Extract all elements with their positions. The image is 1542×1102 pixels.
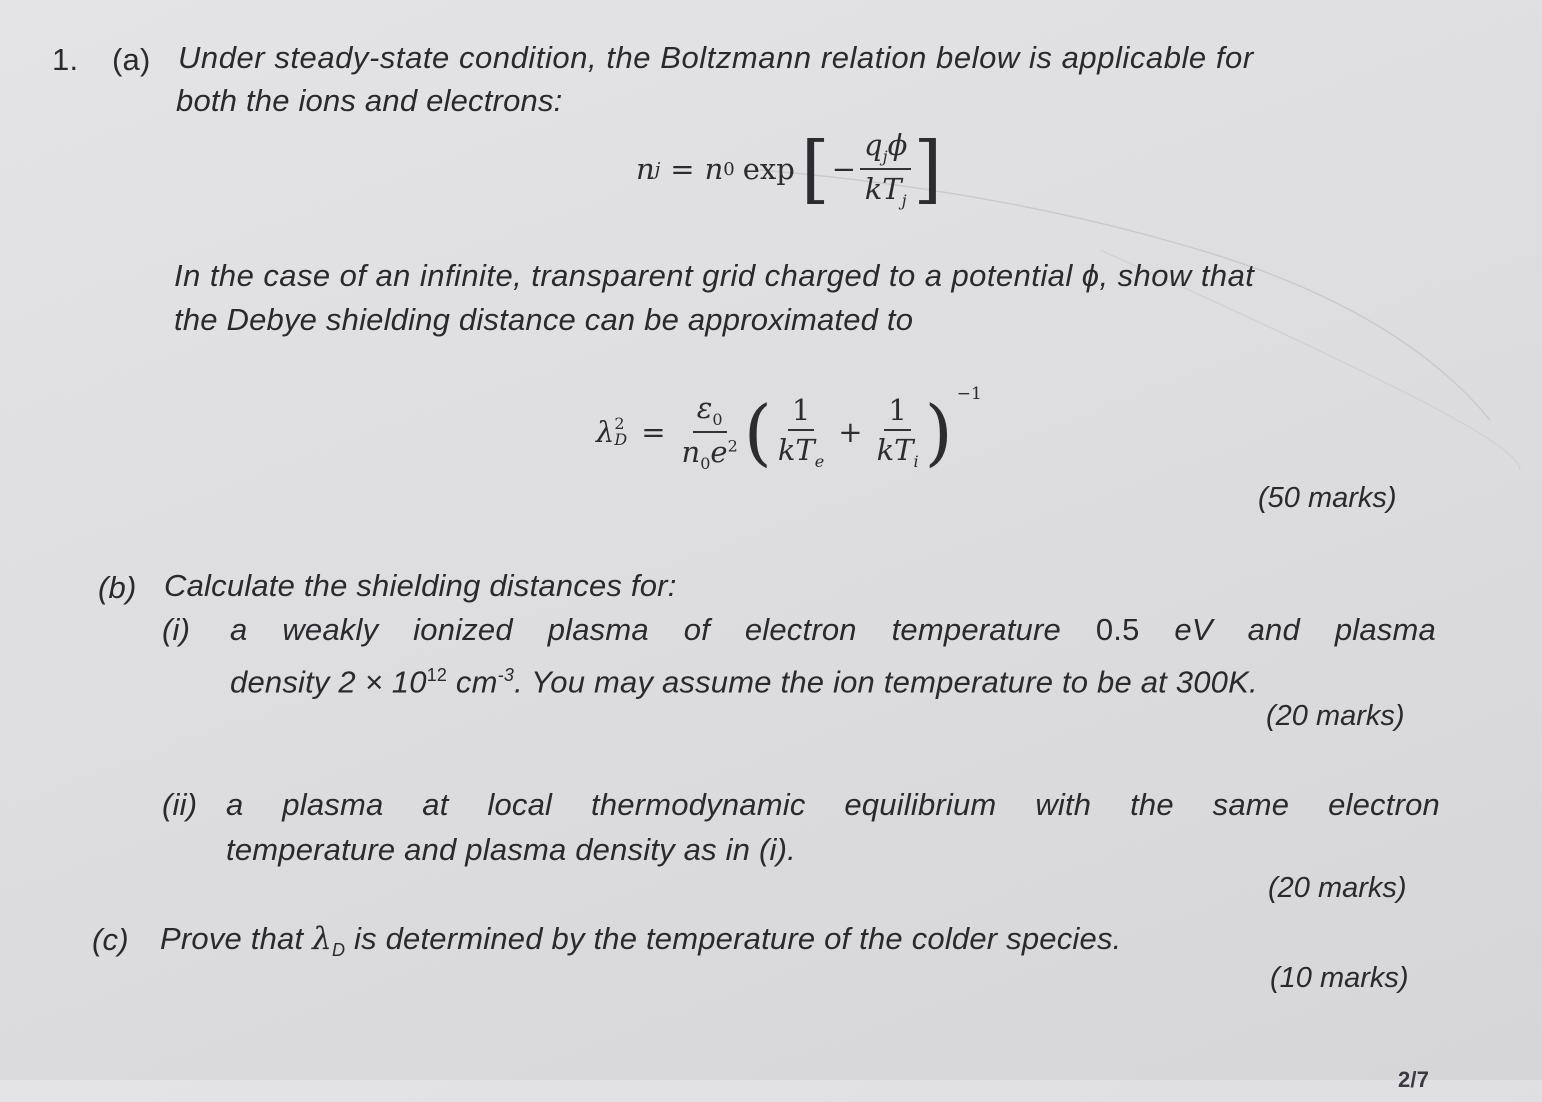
eq1-den-kt: kT — [864, 172, 902, 206]
b-ii-word: thermodynamic — [591, 787, 806, 822]
eq2-denominator — [678, 433, 742, 473]
eq1-lhs-sub: j — [654, 158, 661, 180]
eq1-num-phi: ϕ — [887, 128, 908, 163]
eq2-lambda-sup: 2 — [614, 414, 625, 433]
eq1-denominator — [861, 170, 911, 210]
eq2-kte — [774, 431, 828, 471]
b-ii-word: electron — [1328, 787, 1440, 822]
page-marker: 2/7 — [1398, 1067, 1430, 1092]
eq2-den-e: e — [710, 435, 728, 469]
b-i-word: of — [683, 612, 710, 647]
b-i-word: plasma — [547, 612, 649, 647]
eq2-kte-sub: e — [814, 451, 825, 471]
b-i-word: plasma — [1334, 612, 1436, 647]
eq1-right-bracket: ] — [913, 126, 943, 212]
eq1-n0-sub: 0 — [723, 158, 735, 180]
eq2-one-b: 1 — [884, 393, 910, 431]
b-ii-word: a — [226, 787, 244, 822]
part-c-text — [160, 917, 1121, 972]
eq2-kte-kt: kT — [777, 433, 815, 468]
b-ii-word: equilibrium — [844, 787, 997, 822]
part-b-ii-marks: (20 marks) — [1268, 872, 1407, 904]
eq2-kti-kt: kT — [876, 433, 914, 468]
part-b-ii-line1 — [226, 783, 1440, 827]
b-i-density-exp: 12 — [426, 665, 448, 685]
eq2-frac-i — [873, 393, 923, 471]
eq2-equals: = — [641, 415, 666, 449]
eq2-frac-e — [774, 393, 828, 471]
b-i-word: a — [230, 612, 248, 647]
part-b-i-line1 — [230, 608, 1436, 652]
part-b-ii-line2: temperature and plasma density as in (i). — [226, 832, 796, 867]
b-i-word: ionized — [413, 612, 513, 647]
eq2-one-a: 1 — [788, 393, 814, 431]
part-a-line3: In the case of an infinite, transparent grid charged to a potential ϕ, show that — [174, 258, 1255, 293]
b-i-word: eV — [1174, 612, 1213, 647]
b-ii-word: local — [487, 787, 553, 822]
part-a-line4: the Debye shielding distance can be approximated to — [174, 302, 914, 337]
question-number: 1. — [52, 42, 79, 77]
eq2-den-n: n — [681, 435, 701, 469]
b-i-unit: cm — [447, 664, 498, 700]
part-b-i-marks: (20 marks) — [1266, 700, 1405, 732]
eq1-n0: n — [704, 152, 724, 186]
eq2-den-n-sub: 0 — [700, 453, 711, 473]
b-i-word: 0.5 — [1095, 612, 1140, 647]
eq1-numerator — [860, 128, 911, 170]
part-b-intro: Calculate the shielding distances for: — [164, 568, 677, 603]
eq1-lhs: n — [636, 152, 655, 186]
eq2-kti — [873, 431, 923, 471]
part-a-line1: Under steady-state condition, the Boltzmann relation below is applicable for — [178, 40, 1254, 75]
b-ii-word: same — [1212, 787, 1290, 822]
c-lambda-sub: D — [331, 940, 346, 961]
part-a-marks: (50 marks) — [1258, 482, 1397, 514]
part-c-marks: (10 marks) — [1270, 962, 1409, 994]
eq1-fraction — [860, 128, 911, 210]
eq2-plus: + — [838, 415, 863, 449]
eq2-left-paren: ( — [743, 390, 772, 474]
b-i-rest: . You may assume the ion temperature to be at 300K. — [514, 664, 1258, 700]
c-lambda: λ — [312, 921, 332, 957]
b-ii-word: plasma — [282, 787, 384, 822]
eq2-main-fraction — [678, 391, 742, 473]
eq2-exponent: −1 — [956, 384, 982, 404]
b-i-word: temperature — [891, 612, 1061, 647]
eq2-den-e-sup: 2 — [727, 436, 738, 456]
part-b-ii-label: (ii) — [162, 787, 198, 822]
part-b-i-label: (i) — [162, 612, 191, 647]
b-i-word: weakly — [282, 612, 379, 647]
part-b-i-line2 — [230, 653, 1258, 704]
eq2-right-paren: ) — [924, 390, 953, 474]
eq2-lambda: λ — [596, 415, 615, 449]
eq2-eps: ε — [696, 391, 713, 426]
b-i-word: electron — [744, 612, 857, 647]
eq2-numerator — [693, 391, 727, 433]
c-text-post: is determined by the temperature of the colder species. — [345, 921, 1122, 956]
eq1-left-bracket: [ — [800, 126, 830, 212]
b-ii-word: the — [1130, 787, 1174, 822]
c-text-pre: Prove that — [160, 921, 313, 956]
eq2-lambda-scripts — [614, 416, 627, 448]
eq1-num-q: q — [864, 128, 883, 163]
b-i-unit-exp: -3 — [497, 665, 515, 685]
boltzmann-equation — [636, 128, 942, 210]
debye-equation — [596, 382, 982, 482]
part-c-label: (c) — [92, 922, 129, 957]
b-i-word: and — [1247, 612, 1300, 647]
part-b-label: (b) — [98, 570, 137, 605]
part-a-label: (a) — [112, 42, 151, 77]
part-a-line2: both the ions and electrons: — [176, 83, 563, 118]
eq1-den-sub: j — [901, 190, 907, 210]
eq2-lambda-sub: D — [614, 430, 628, 449]
b-i-density: density 2 × 10 — [230, 664, 427, 700]
eq1-num-sub: j — [882, 147, 888, 166]
b-ii-word: with — [1035, 787, 1092, 822]
eq1-minus: − — [831, 152, 857, 186]
eq2-eps-sub: 0 — [712, 410, 723, 429]
eq2-kti-sub: i — [913, 451, 919, 471]
b-ii-word: at — [422, 787, 449, 822]
eq1-equals: = — [670, 152, 695, 186]
eq1-exp: exp — [742, 152, 795, 186]
